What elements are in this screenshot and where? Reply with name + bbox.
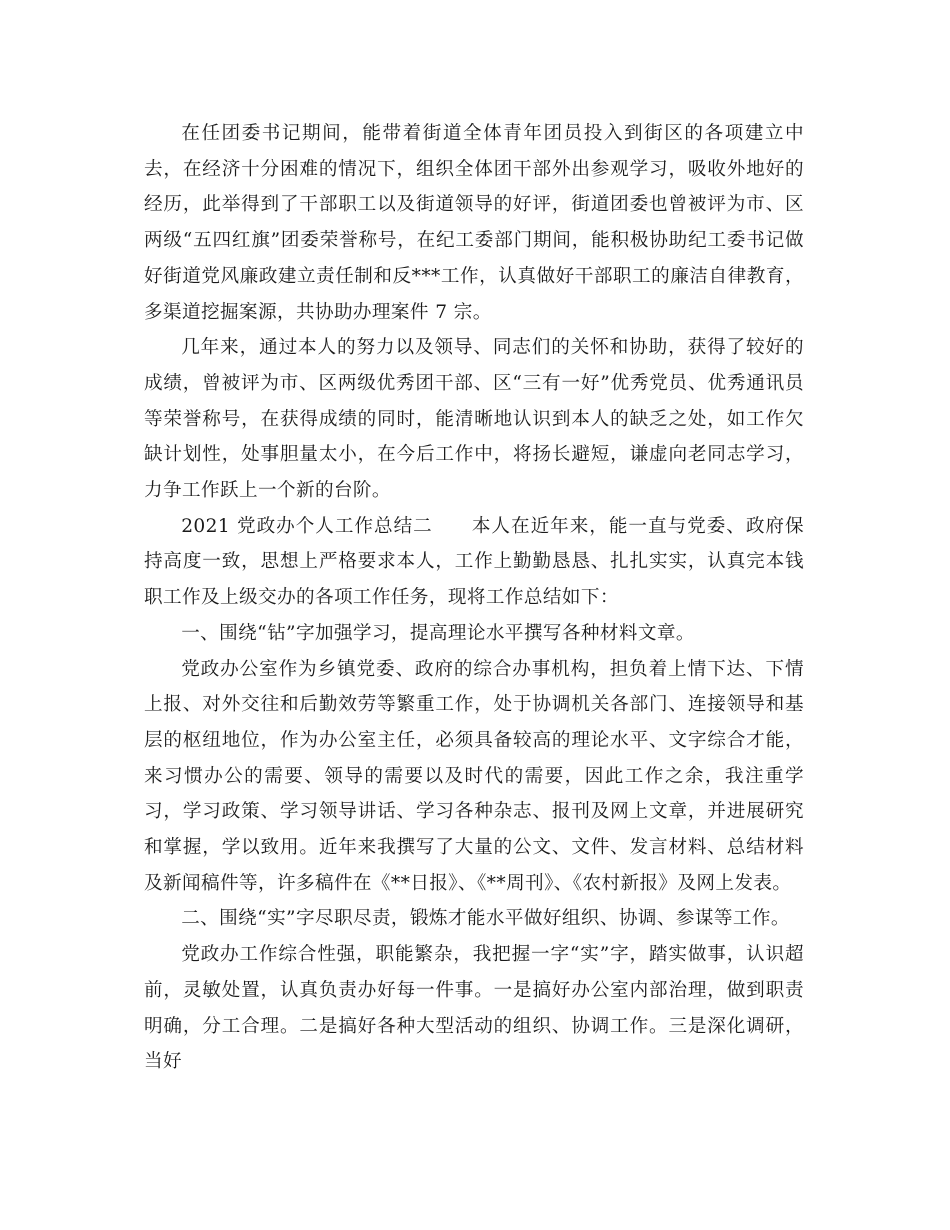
paragraph-3: 2021 党政办个人工作总结二 本人在近年来，能一直与党委、政府保持高度一致，思想上严格要求本人，工作上勤勤恳恳、扎扎实实，认真完本钱职工作及上级交办的各项工作任务，现将工作总结如下： <box>144 515 804 609</box>
document-body <box>144 116 804 1080</box>
paragraph-1: 在任团委书记期间，能带着街道全体青年团员投入到街区的各项建立中去，在经济十分困难的情况下，组织全体团干部外出参观学习，吸收外地好的经历，此举得到了干部职工以及街道领导的好评，街道团委也曾被评为市、区两级“五四红旗”团委荣誉称号，在纪工委部门期间，能积极协助纪工委书记做好街道党风廉政建立责任制和反***工作，认真做好干部职工的廉洁自律教育，多渠道挖掘案源，共协助办理案件 7 宗。 <box>144 123 804 323</box>
paragraph-5: 党政办公室作为乡镇党委、政府的综合办事机构，担负着上情下达、下情上报、对外交往和后勤效劳等繁重工作，处于协调机关各部门、连接领导和基层的枢纽地位，作为办公室主任，必须具备较高的理论水平、文字综合才能，来习惯办公的需要、领导的需要以及时代的需要，因此工作之余，我注重学习，学习政策、学习领导讲话、学习各种杂志、报刊及网上文章，并进展研究和掌握，学以致用。近年来我撰写了大量的公文、文件、发言材料、总结材料及新闻稿件等，许多稿件在《**日报》、《**周刊》、《农村新报》及网上发表。 <box>144 658 804 894</box>
paragraph-7: 党政办工作综合性强，职能繁杂，我把握一字“实”字，踏实做事，认识超前，灵敏处置，认真负责办好每一件事。一是搞好办公室内部治理，做到职责明确，分工合理。二是搞好各种大型活动的组织、协调工作。三是深化调研，当好 <box>144 944 804 1073</box>
paragraph-2: 几年来，通过本人的努力以及领导、同志们的关怀和协助，获得了较好的成绩，曾被评为市、区两级优秀团干部、区“三有一好”优秀党员、优秀通讯员等荣誉称号，在获得成绩的同时，能清晰地认识到本人的缺乏之处，如工作欠缺计划性，处事胆量太小，在今后工作中，将扬长避短，谦虚向老同志学习，力争工作跃上一个新的台阶。 <box>144 337 804 502</box>
paragraph-6: 二、围绕“实”字尽职尽责，锻炼才能水平做好组织、协调、参谋等工作。 <box>181 908 790 930</box>
paragraph-4: 一、围绕“钻”字加强学习，提高理论水平撰写各种材料文章。 <box>181 622 695 644</box>
